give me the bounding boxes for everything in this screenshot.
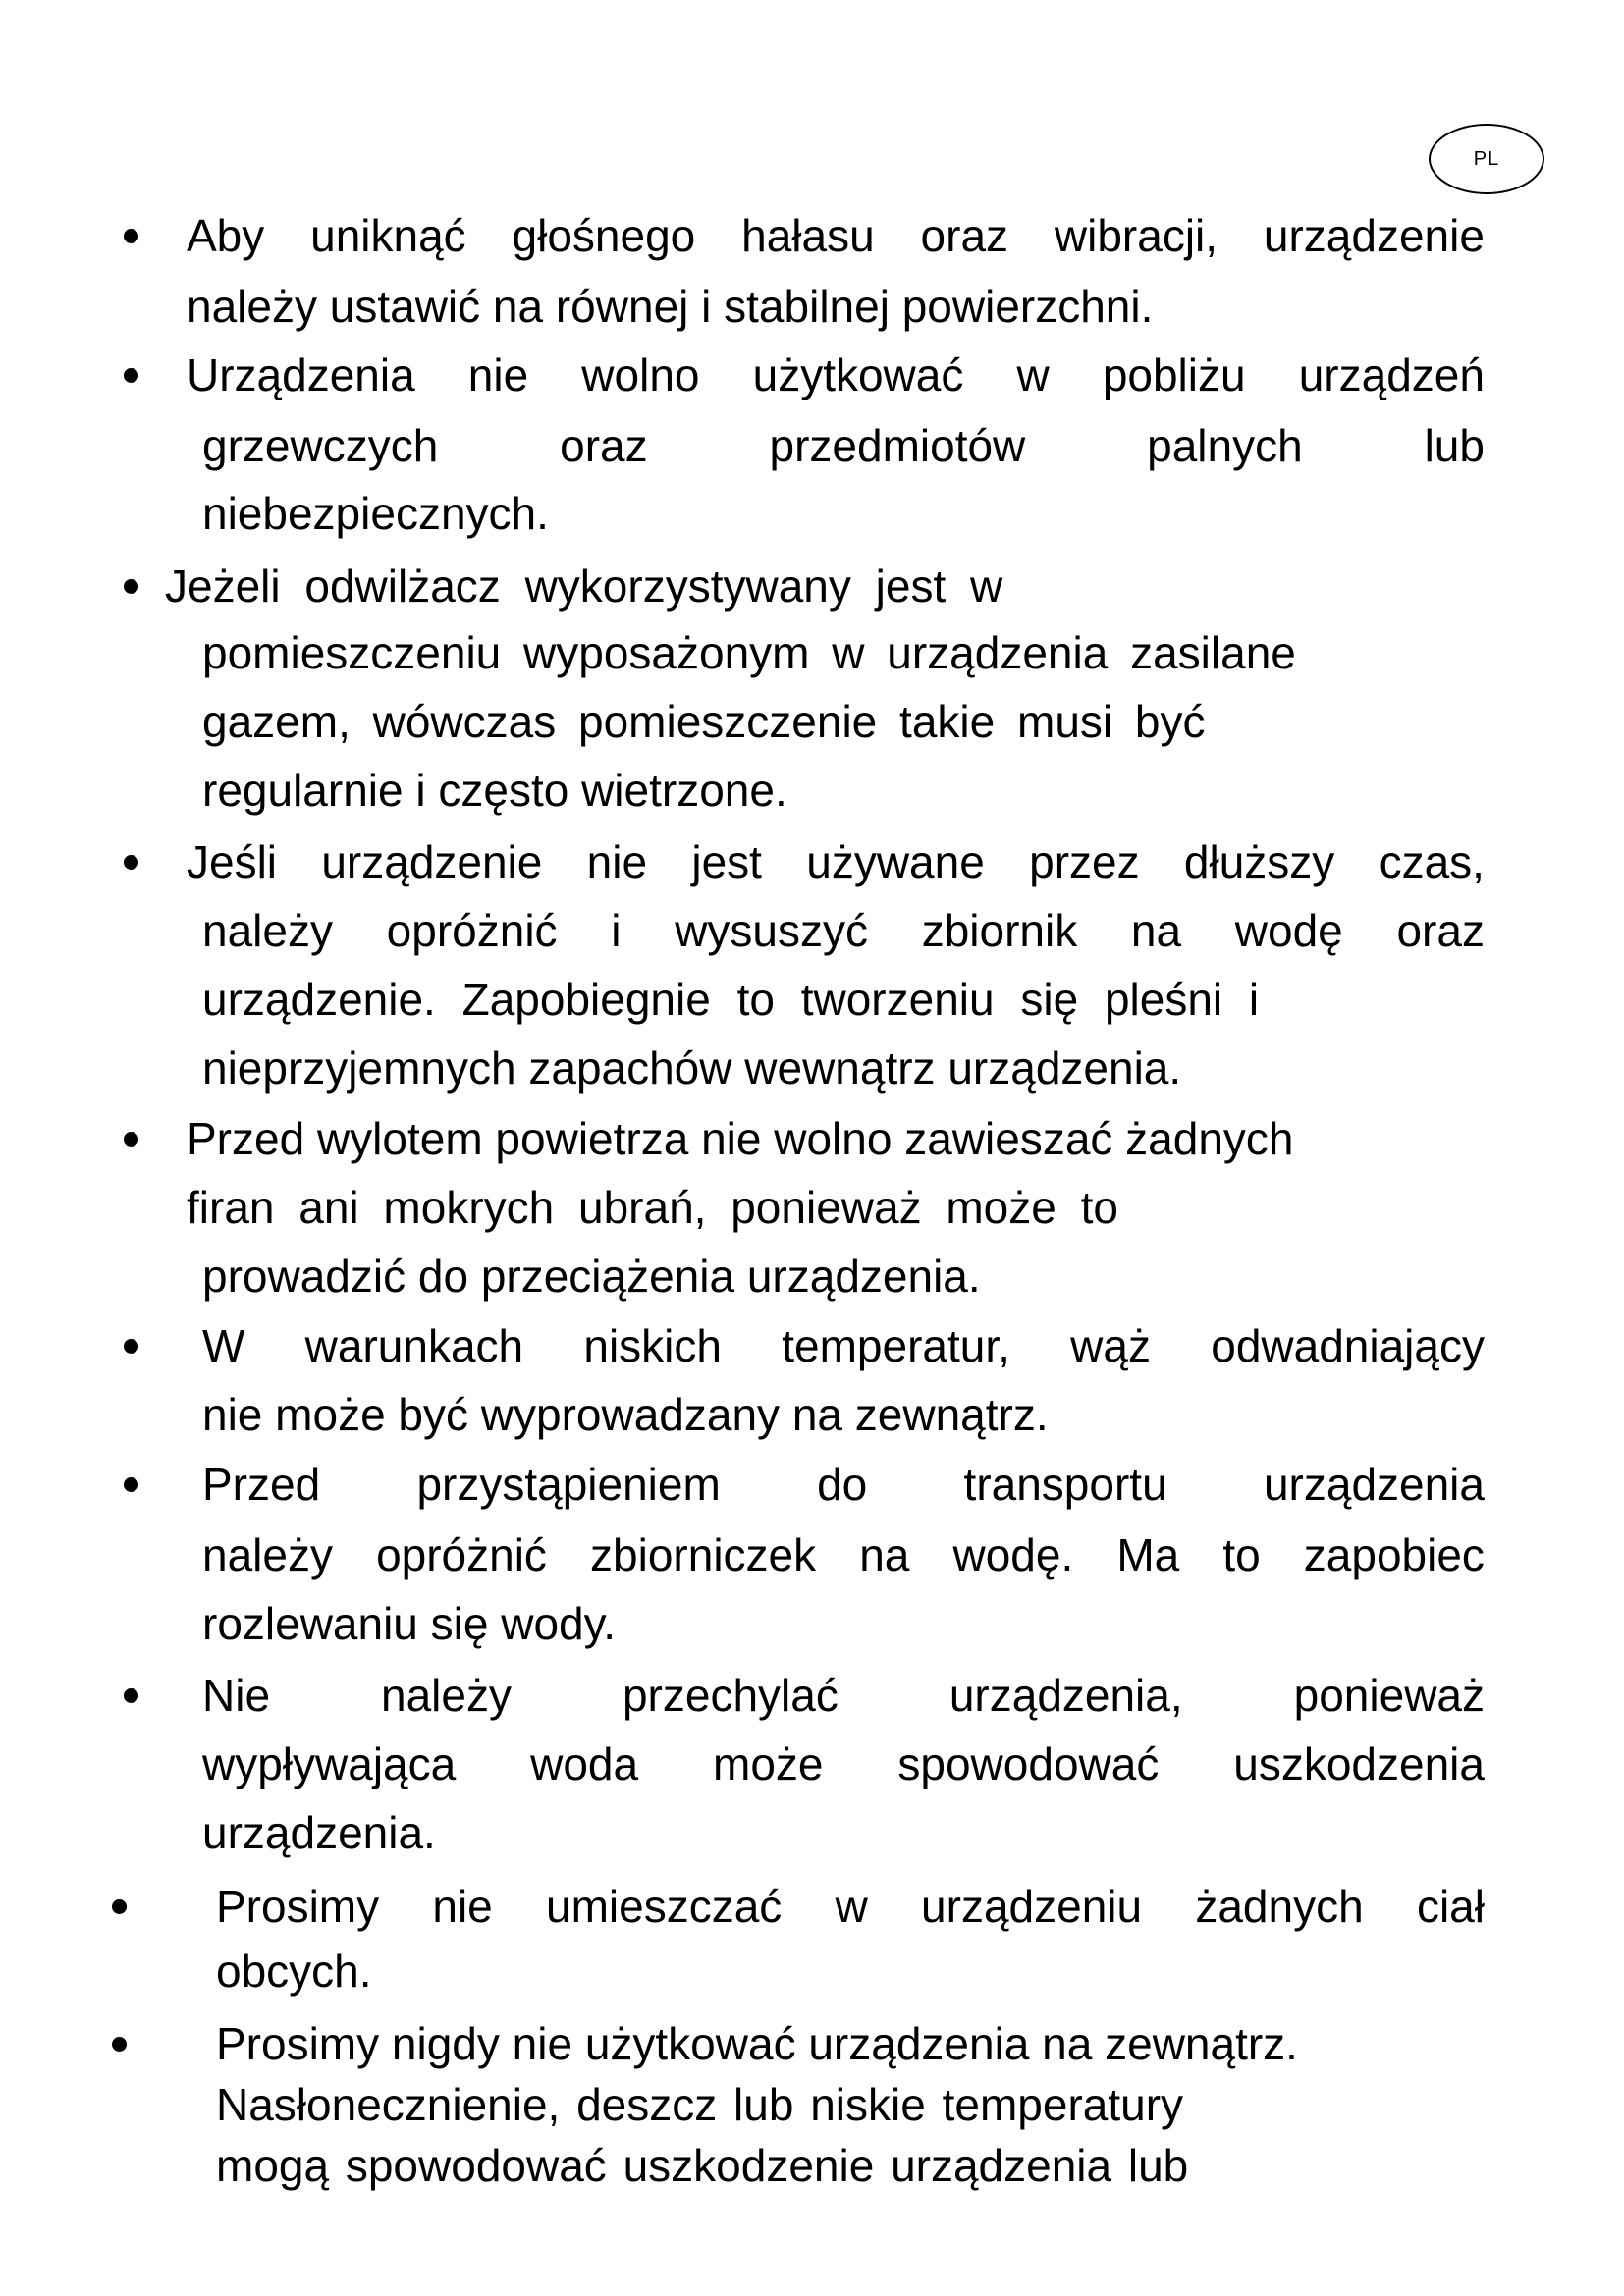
bullet-icon: [124, 579, 138, 594]
item-line: Przed przystąpieniem do transportu urządzenia: [202, 1459, 1485, 1510]
item-line: pomieszczeniu wyposażonym w urządzenia zasilane: [202, 627, 1296, 678]
bullet-icon: [124, 1688, 138, 1703]
item-line: Prosimy nie umieszczać w urządzeniu żadnych ciał: [216, 1881, 1485, 1932]
item-line: nieprzyjemnych zapachów wewnątrz urządzenia.: [202, 1042, 1182, 1094]
item-line: Jeżeli odwilżacz wykorzystywany jest w: [165, 561, 1003, 612]
item-line: mogą spowodować uszkodzenie urządzenia lub: [216, 2140, 1189, 2191]
item-line: niebezpiecznych.: [202, 488, 549, 539]
item-line: Aby uniknąć głośnego hałasu oraz wibracji, urządzenie: [187, 210, 1485, 261]
item-line: rozlewaniu się wody.: [202, 1598, 617, 1649]
item-line: należy opróżnić zbiorniczek na wodę. Ma to zapobiec: [202, 1529, 1485, 1580]
item-line: Urządzenia nie wolno użytkować w pobliżu urządzeń: [187, 349, 1485, 400]
item-line: gazem, wówczas pomieszczenie takie musi być: [202, 696, 1206, 747]
item-line: regularnie i często wietrzone.: [202, 765, 787, 816]
language-badge: PL: [1429, 124, 1544, 194]
bullet-icon: [124, 1132, 138, 1147]
item-line: Nie należy przechylać urządzenia, ponieważ: [202, 1670, 1485, 1721]
item-line: Nasłonecznienie, deszcz lub niskie temperatury: [216, 2079, 1184, 2130]
bullet-icon: [112, 2037, 127, 2052]
item-line: Jeśli urządzenie nie jest używane przez dłuższy czas,: [187, 836, 1485, 887]
bullet-icon: [112, 1899, 127, 1914]
item-line: nie może być wyprowadzany na zewnątrz.: [202, 1389, 1049, 1440]
item-line: prowadzić do przeciążenia urządzenia.: [202, 1251, 981, 1302]
item-line: grzewczych oraz przedmiotów palnych lub: [202, 420, 1485, 471]
item-line: Przed wylotem powietrza nie wolno zawieszać żadnych: [187, 1113, 1294, 1164]
item-line: W warunkach niskich temperatur, wąż odwadniający: [202, 1320, 1485, 1371]
bullet-icon: [124, 1339, 138, 1354]
item-line: Prosimy nigdy nie użytkować urządzenia na zewnątrz.: [216, 2018, 1298, 2069]
item-line: należy ustawić na równej i stabilnej powierzchni.: [187, 281, 1154, 332]
bullet-icon: [124, 229, 138, 243]
item-line: urządzenia.: [202, 1807, 436, 1858]
bullet-icon: [124, 855, 138, 870]
item-line: firan ani mokrych ubrań, ponieważ może to: [187, 1182, 1118, 1233]
item-line: należy opróżnić i wysuszyć zbiornik na wodę oraz: [202, 905, 1485, 956]
bullet-icon: [124, 368, 138, 383]
item-line: wypływająca woda może spowodować uszkodzenia: [202, 1738, 1485, 1789]
item-line: obcych.: [216, 1946, 372, 1997]
bullet-icon: [124, 1477, 138, 1492]
item-line: urządzenie. Zapobiegnie to tworzeniu się pleśni i: [202, 974, 1260, 1025]
